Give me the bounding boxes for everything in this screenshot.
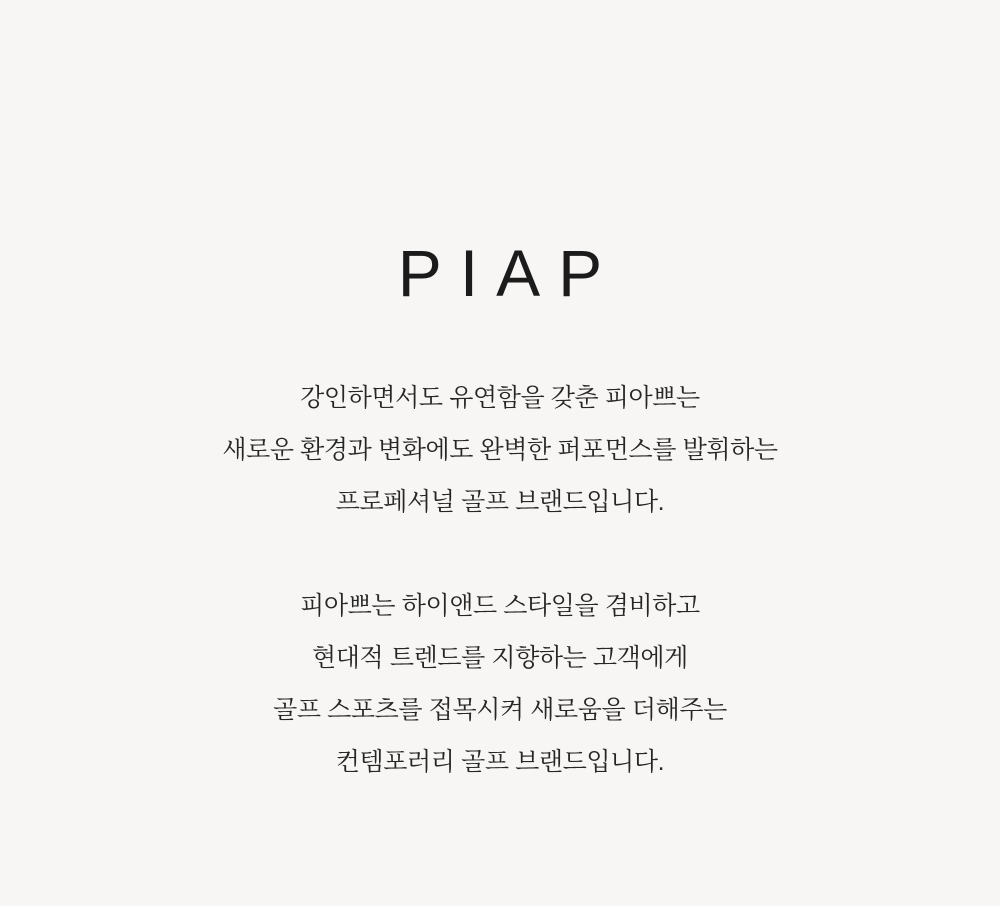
brand-description (222, 372, 777, 788)
intro-line-2: 새로운 환경과 변화에도 완벽한 퍼포먼스를 발휘하는 (222, 436, 778, 464)
intro-line-1: 강인하면서도 유연함을 갖춘 피아쁘는 (300, 384, 700, 412)
paragraph-spacer (222, 528, 777, 580)
intro-line-7: 컨템포러리 골프 브랜드입니다. (335, 748, 665, 776)
intro-line-5: 현대적 트렌드를 지향하는 고객에게 (312, 644, 688, 672)
intro-line-4: 피아쁘는 하이앤드 스타일을 겸비하고 (300, 592, 700, 620)
intro-line-6: 골프 스포츠를 접목시켜 새로움을 더해주는 (273, 696, 727, 724)
intro-line-3: 프로페셔널 골프 브랜드입니다. (335, 488, 665, 516)
brand-logo: PIAP (397, 236, 621, 310)
